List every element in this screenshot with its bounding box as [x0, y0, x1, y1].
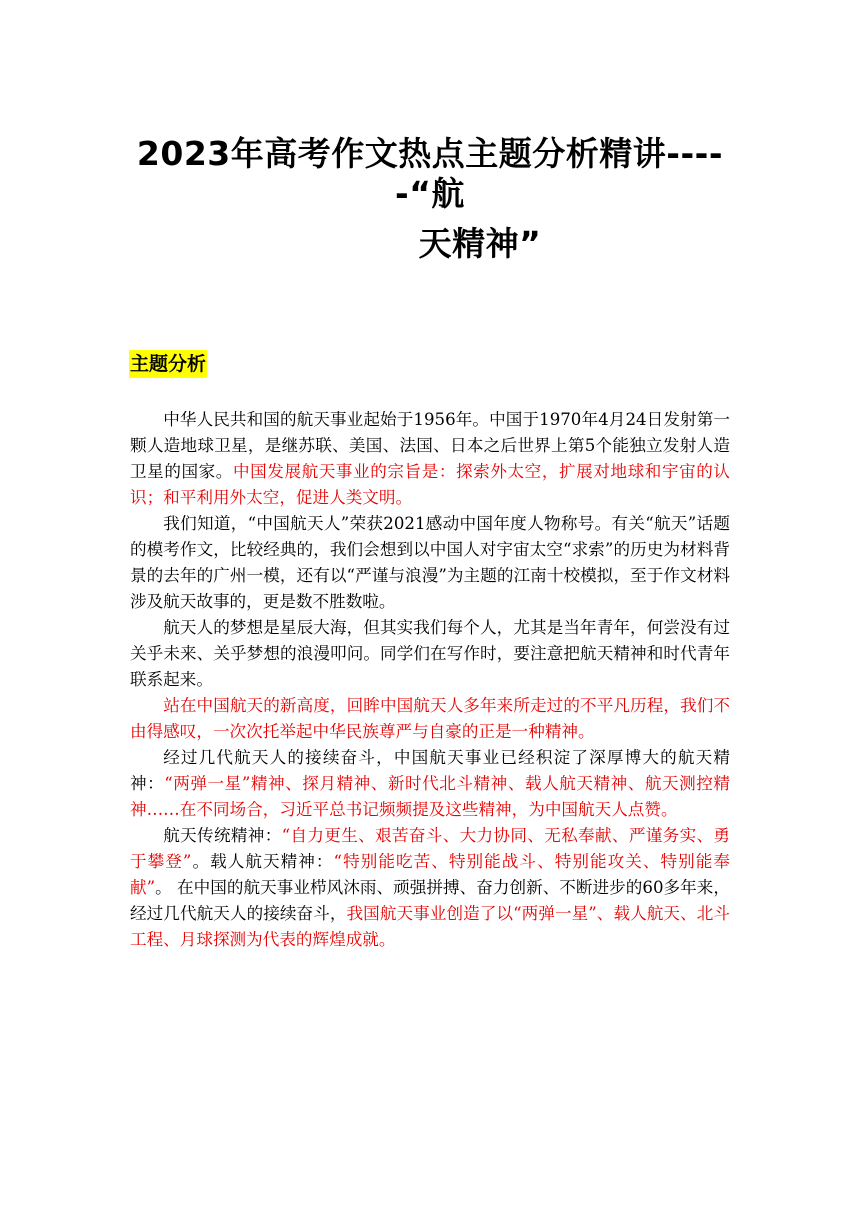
paragraph-6-highlight-c: 我国航天事业创造了以“两弹一星”、载人航天、北斗工程、月球探测为代表的辉煌成就。 — [130, 904, 730, 949]
document-title-line-2: 天精神” — [418, 224, 542, 263]
paragraph-5-highlight: “两弹一星”精神、探月精神、新时代北斗精神、载人航天精神、航天测控精神……在不同场合，习近平总书记频频提及这些精神，为中国航天人点赞。 — [130, 774, 730, 819]
paragraph-4: 站在中国航天的新高度，回眸中国航天人多年来所走过的不平凡历程，我们不由得感叹，一次次托举起中华民族尊严与自豪的正是一种精神。 — [130, 696, 730, 741]
paragraph-6 — [130, 823, 730, 953]
paragraph-1-highlight: 中国发展航天事业的宗旨是：探索外太空，扩展对地球和宇宙的认识；和平利用外太空，促进人类文明。 — [130, 462, 731, 507]
paragraph-3: 航天人的梦想是星辰大海，但其实我们每个人，尤其是当年青年，何尝没有过关乎未来、关乎梦想的浪漫叩问。同学们在写作时，要注意把航天精神和时代青年联系起来。 — [130, 618, 730, 689]
paragraph-6-text-c: 。 在中国的航天事业栉风沐雨、顽强拼搏、奋力创新、不断进步的60多年来，经过几代航天人的接续奋斗， — [130, 878, 731, 923]
paragraph-1-text: 中华人民共和国的航天事业起始于1956年。中国于1970年4月24日发射第一颗人造地球卫星，是继苏联、美国、法国、日本之后世界上第5个能独立发射人造卫星的国家。 — [130, 410, 730, 481]
paragraph-2: 我们知道，“中国航天人”荣获2021感动中国年度人物称号。有关“航天”话题的模考作文，比较经典的，我们会想到以中国人对宇宙太空“求索”的历史为材料背景的去年的广州一模，还有以“严谨与浪漫”为主题的江南十校模拟，至于作文材料涉及航天故事的，更是数不胜数啦。 — [130, 514, 730, 611]
document-body — [130, 407, 730, 953]
paragraph-6-text-a: 航天传统精神： — [163, 826, 282, 845]
paragraph-1 — [130, 407, 730, 511]
paragraph-5-text: 经过几代航天人的接续奋斗，中国航天事业已经积淀了深厚博大的航天精神： — [130, 748, 730, 793]
paragraph-6-highlight-b: “特别能吃苦、特别能战斗、特别能攻关、特别能奉献” — [130, 852, 731, 897]
paragraph-5 — [130, 745, 730, 823]
paragraph-6-highlight-a: “自力更生、艰苦奋斗、大力协同、无私奉献、严谨务实、勇于攀登” — [130, 826, 731, 871]
paragraph-6-text-b: 。载人航天精神： — [191, 852, 334, 871]
section-heading-highlighted: 主题分析 — [129, 350, 207, 378]
document-title-line-1: 2023年高考作文热点主题分析精讲-----“航 — [136, 134, 724, 213]
